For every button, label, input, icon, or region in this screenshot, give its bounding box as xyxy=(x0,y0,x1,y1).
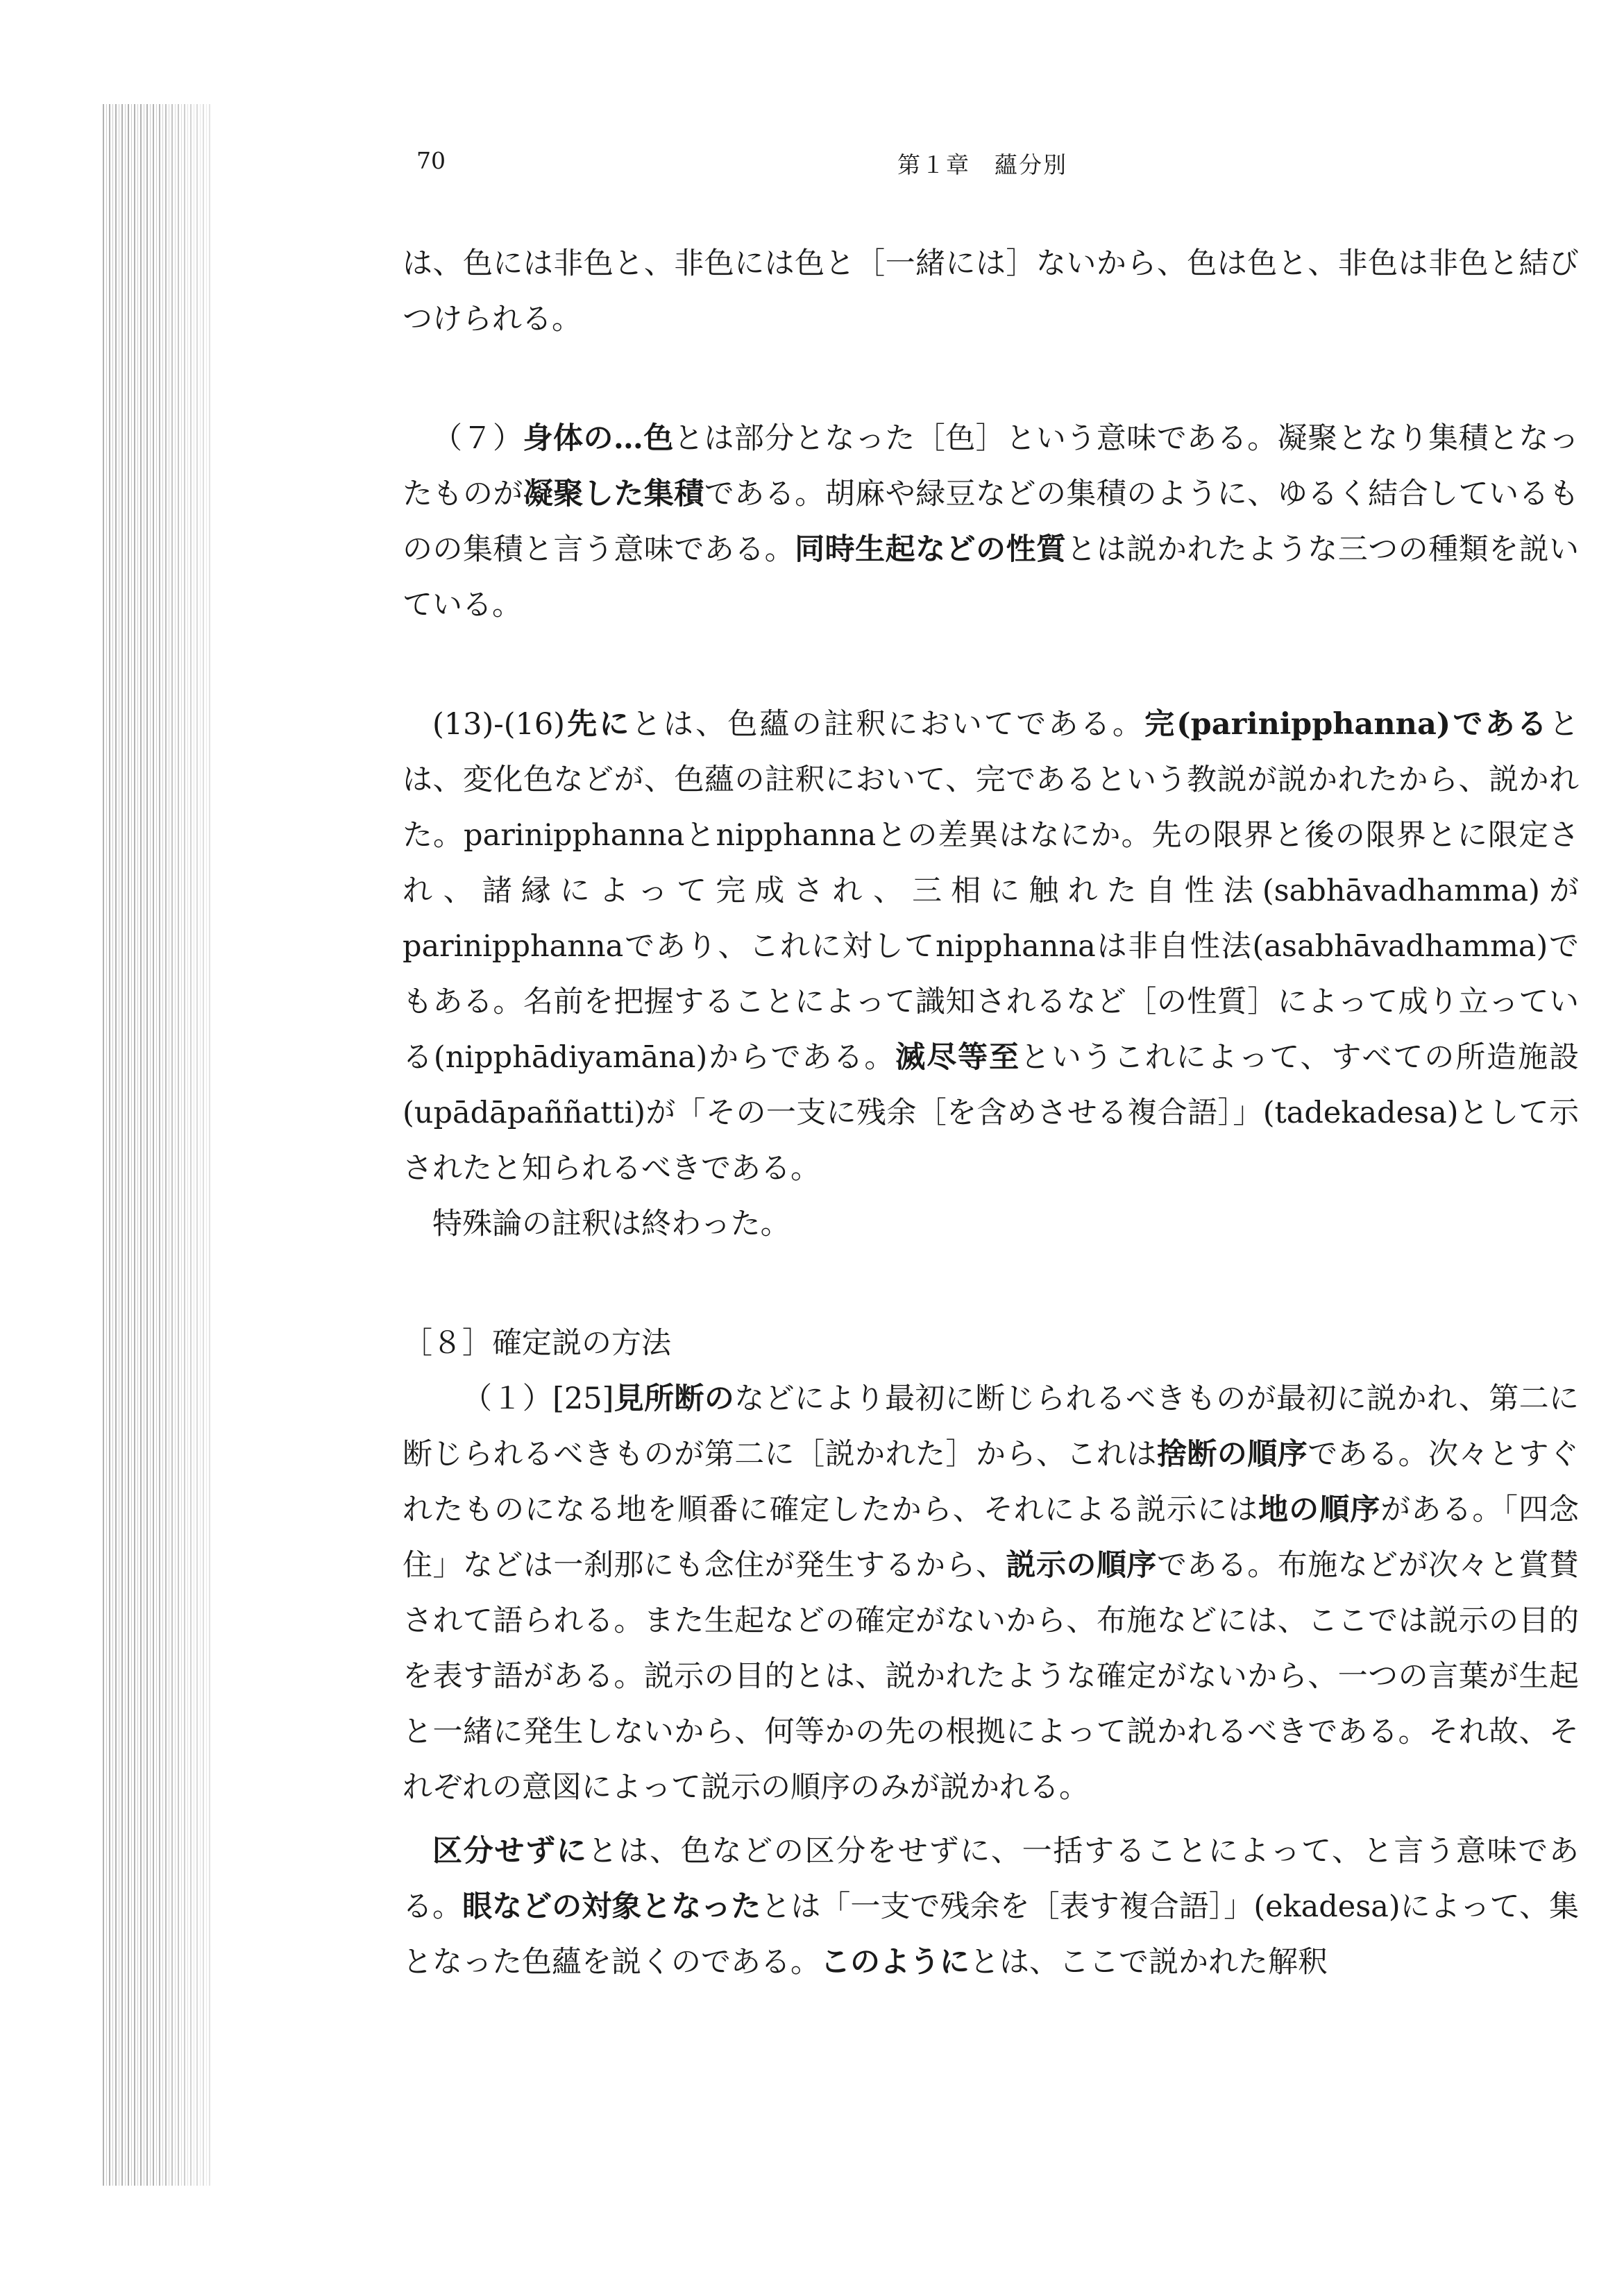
bold-term: 区分せずに xyxy=(432,1834,588,1869)
bold-term: 凝聚した集積 xyxy=(523,477,704,511)
paragraph-3 xyxy=(403,697,1579,1196)
text-span: とは、色蘊の註釈においてである。 xyxy=(631,707,1145,742)
paragraph-2 xyxy=(403,411,1579,633)
bold-term: 説示の順序 xyxy=(1006,1548,1157,1583)
text-span: とは、色などの区分をせずに、一括することによって、と言う意味である。 xyxy=(403,1834,1580,1924)
text-span: がある。「四念住」などは一刹那にも念住が発生するから、 xyxy=(403,1493,1580,1583)
text-span: などにより最初に断じられるべきものが最初に説かれ、第二に断じられるべきものが第二に［説かれた］から、これは xyxy=(403,1381,1579,1472)
page-number: 70 xyxy=(416,147,446,174)
bold-term: 捨断の順序 xyxy=(1156,1437,1308,1472)
bold-term: 先に xyxy=(565,707,632,742)
bold-term: 同時生起などの性質 xyxy=(795,532,1067,567)
text-span: とは、ここで説かれた解釈 xyxy=(970,1945,1328,1980)
text-span: とは部分となった［色］という意味である。凝聚となり集積となったものが xyxy=(403,421,1580,511)
text-span: 特殊論の註釈は終わった。 xyxy=(432,1207,790,1241)
paragraph-4 xyxy=(403,1196,1579,1252)
text-span: というこれによって、すべての所造施設(upādāpaññatti)が「その一支に残余［を含めさせる複合語］」(tadekadesa)として示されたと知られるべきである。 xyxy=(403,1040,1579,1186)
text-span: である。布施などが次々と賞賛されて語られる。また生起などの確定がないから、布施などには、ここでは説示の目的を表す語がある。説示の目的とは、説かれたような確定がないから、一つの言葉が生起と一緒に発生しないから、何等かの先の根拠によって説かれるべきである。それ故、それぞれの意図によって説示の順序のみが説かれる。 xyxy=(403,1548,1580,1805)
section-heading: ［８］確定説の方法 xyxy=(403,1326,671,1361)
bold-term: 眼などの対象となった xyxy=(462,1889,761,1924)
bold-term: 完(parinipphanna)である xyxy=(1144,707,1550,742)
text-span: （７） xyxy=(432,421,523,456)
text-span: (13)-(16) xyxy=(432,707,566,742)
text-span: （１）[25] xyxy=(462,1381,614,1416)
bold-term: 見所断の xyxy=(614,1381,735,1416)
running-title: 第１章 蘊分別 xyxy=(897,151,1067,178)
bold-term: 地の順序 xyxy=(1258,1493,1381,1527)
text-span: とは「一支で残余を［表す複合語］」(ekadesa)によって、集となった色蘊を説くのである。 xyxy=(403,1889,1579,1980)
paragraph-6 xyxy=(403,1823,1579,1990)
page-header xyxy=(416,147,1562,189)
paragraph-1 xyxy=(403,236,1579,347)
body-text xyxy=(403,236,1579,1990)
text-span: は、色には非色と、非色には色と［一緒には］ないから、色は色と、非色は非色と結びつけられる。 xyxy=(403,246,1579,337)
text-span: である。次々とすぐれたものになる地を順番に確定したから、それによる説示には xyxy=(403,1437,1580,1527)
text-span: である。胡麻や緑豆などの集積のように、ゆるく結合しているものの集積と言う意味である。 xyxy=(403,477,1580,567)
paragraph-5 xyxy=(403,1371,1579,1815)
bold-term: 滅尽等至 xyxy=(895,1040,1020,1075)
text-span: とは説かれたような三つの種類を説いている。 xyxy=(403,532,1580,622)
scan-binding-gutter xyxy=(103,104,211,2186)
text-span: とは、変化色などが、色蘊の註釈において、完であるという教説が説かれたから、説かれた。parinipphannaとnipphannaとの差異はなにか。先の限界と後の限界とに限定され、諸縁によって完成され、三相に触れた自性法(sabhāvadhamma)がparinipphannaであり、これに対してnipphannaは非自性法(asabhāvadhamma)でもある。名前を把握することによって識知されるなど［の性質］によって成り立っている(nipphādiyamāna)からである。 xyxy=(403,707,1580,1075)
bold-term: 身体の…色 xyxy=(523,421,674,456)
bold-term: このように xyxy=(820,1945,970,1980)
